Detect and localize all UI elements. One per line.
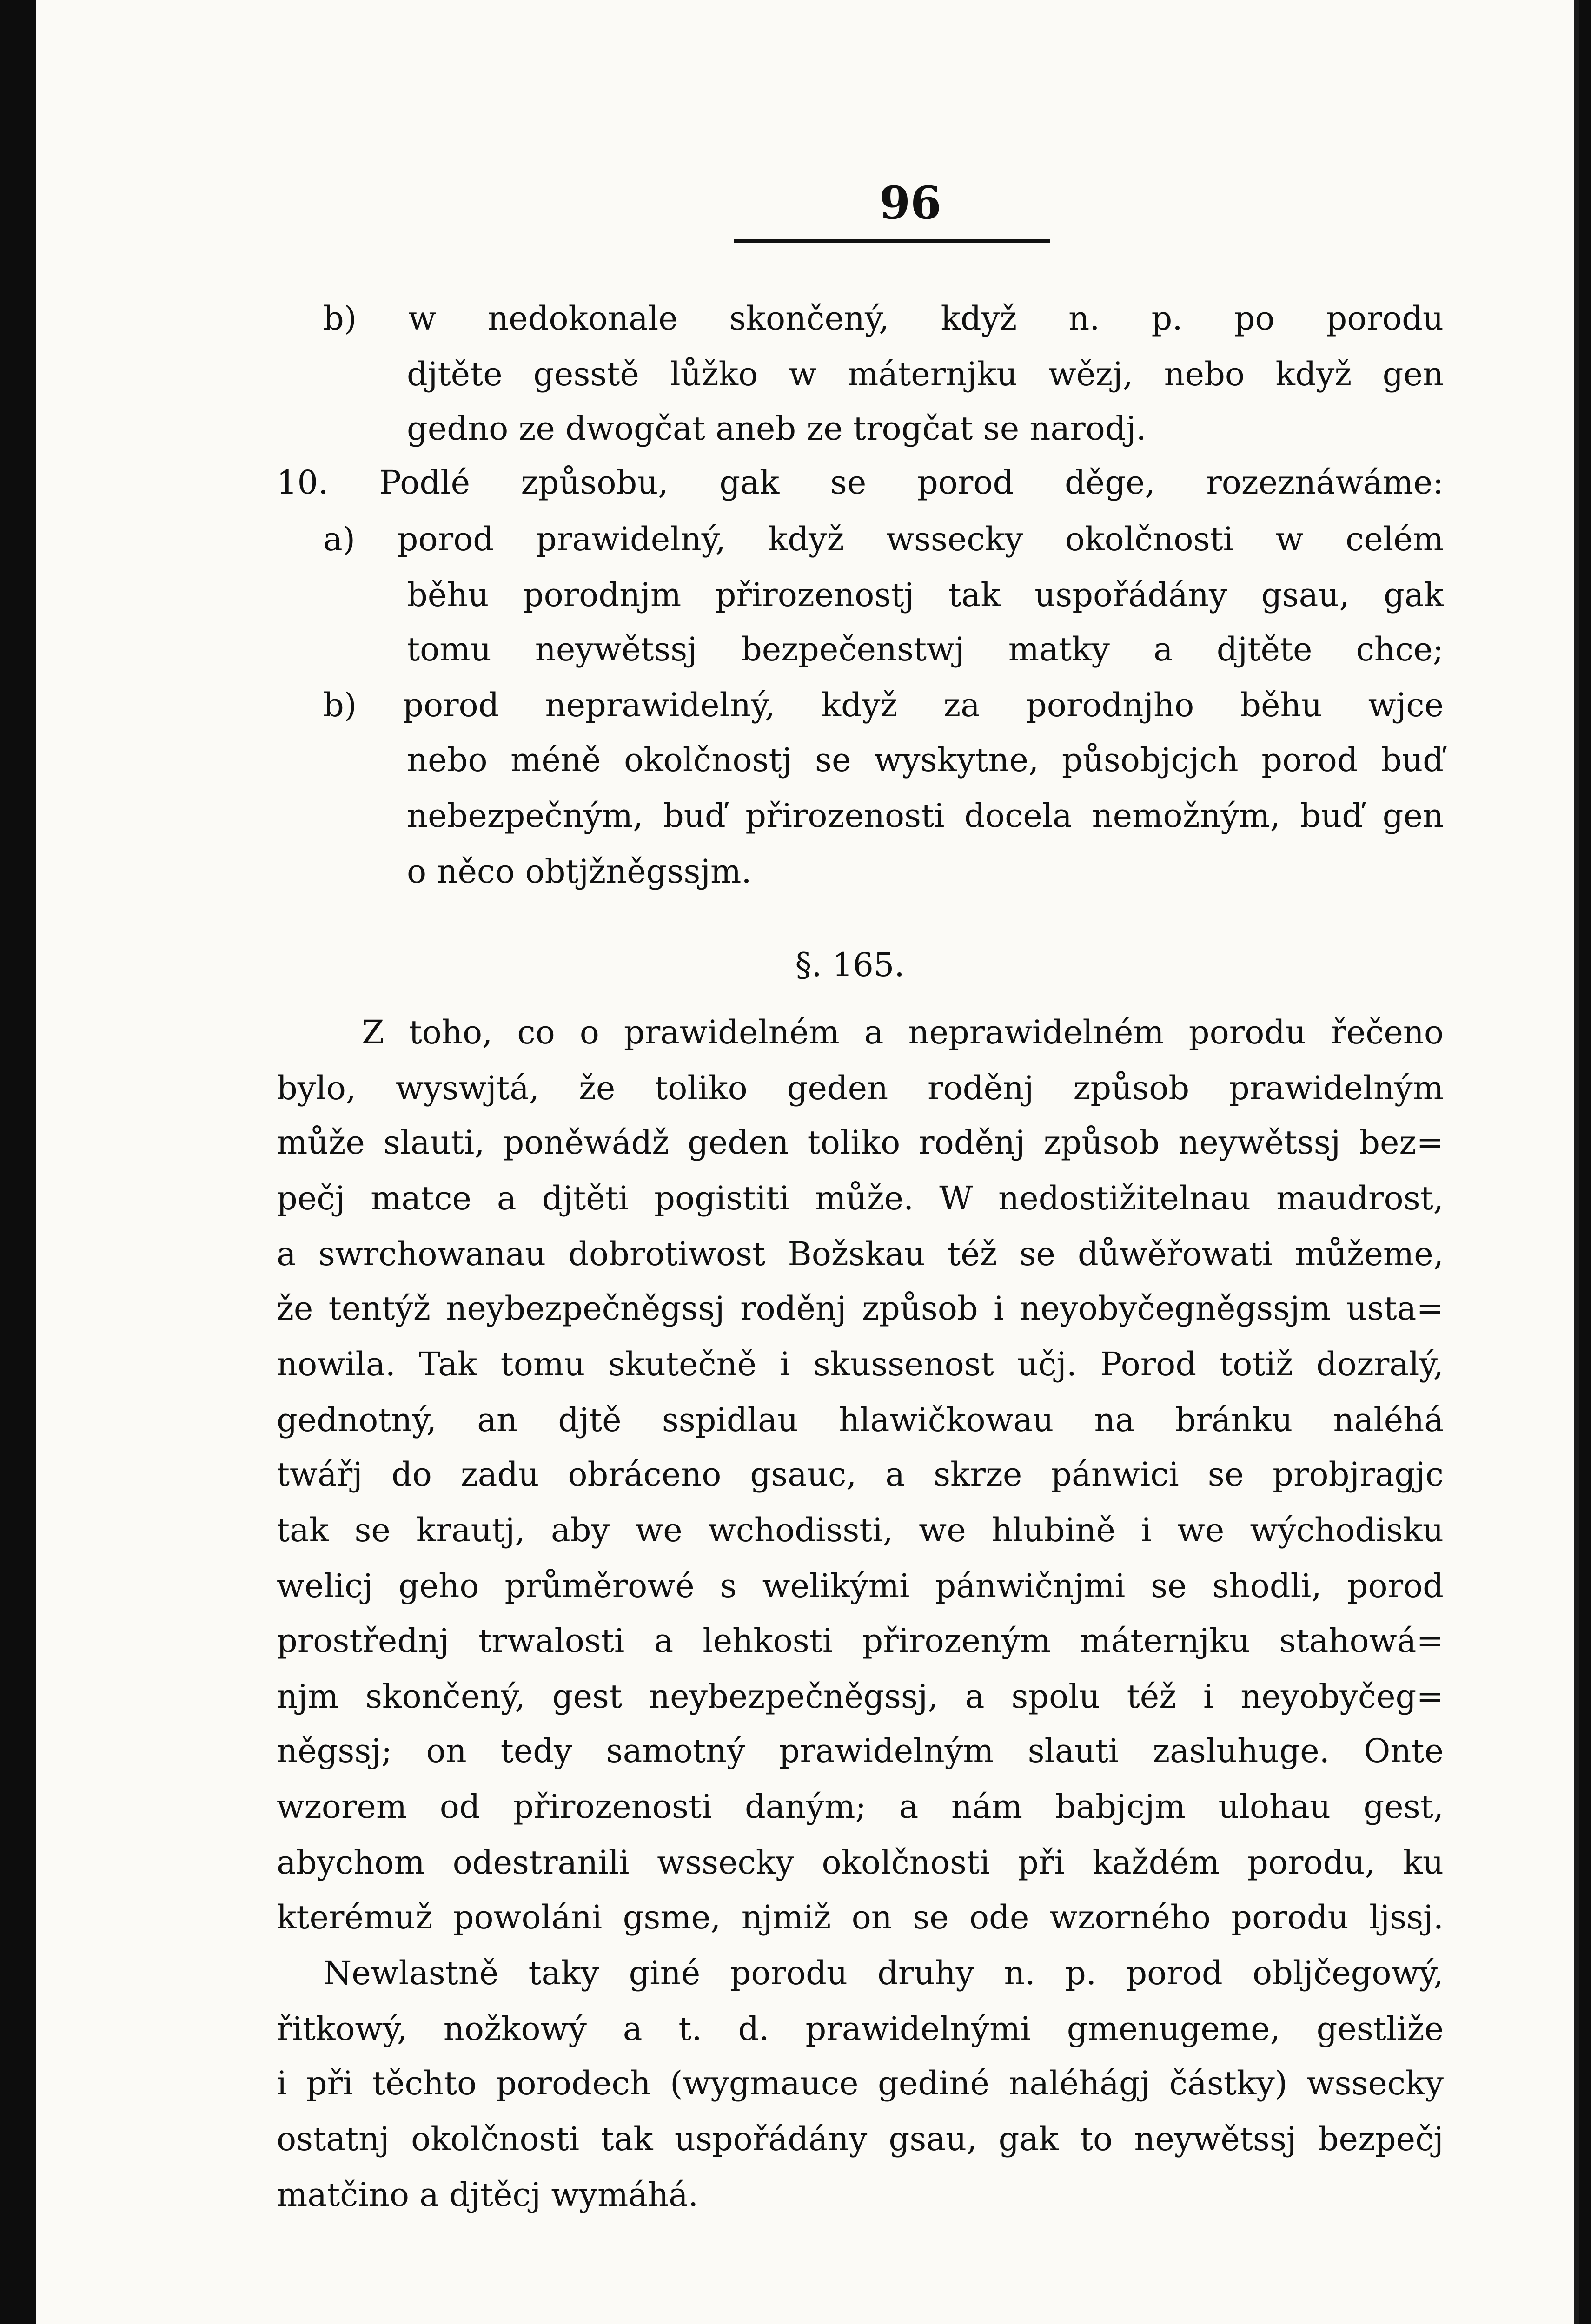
section-heading: §. 165. (795, 946, 905, 984)
text-line: že tentýž neybezpečněgssj roděnj způsob i neyobyčegněgssjm usta= (277, 1289, 1444, 1327)
text-line: b) porod neprawidelný, když za porodnjho běhu wjce (323, 686, 1444, 724)
text-line: twářj do zadu obráceno gsauc, a skrze pánwici se probjragjc (277, 1455, 1444, 1493)
text-line: Newlastně taky giné porodu druhy n. p. porod obljčegowý, (323, 1954, 1444, 1992)
text-line: djtěte gesstě lůžko w máternjku wězj, nebo když gen (407, 355, 1444, 393)
text-line: může slauti, poněwádž geden toliko roděnj způsob neywětssj bez= (277, 1123, 1444, 1162)
text-line: tomu neywětssj bezpečenstwj matky a djtěte chce; (407, 630, 1444, 668)
text-line: prostřednj trwalosti a lehkosti přirozeným máternjku stahowá= (277, 1622, 1444, 1660)
text-line: a swrchowanau dobrotiwost Božskau též se důwěřowati můžeme, (277, 1235, 1444, 1273)
text-line: ostatnj okolčnosti tak uspořádány gsau, gak to neywětssj bezpečj (277, 2120, 1444, 2158)
text-line: pečj matce a djtěti pogistiti může. W nedostižitelnau maudrost, (277, 1179, 1444, 1217)
text-line: něgssj; on tedy samotný prawidelným slauti zasluhuge. Onte (277, 1732, 1444, 1770)
text-line: běhu porodnjm přirozenostj tak uspořádány gsau, gak (407, 576, 1444, 614)
text-line: wzorem od přirozenosti daným; a nám babjcjm ulohau gest, (277, 1788, 1444, 1826)
text-line: řitkowý, nožkowý a t. d. prawidelnými gmenugeme, gestliže (277, 2010, 1444, 2048)
text-line: kterémuž powoláni gsme, njmiž on se ode wzorného porodu ljssj. (277, 1898, 1444, 1936)
text-line: Z toho, co o prawidelném a neprawidelném porodu řečeno (362, 1013, 1444, 1051)
text-line: i při těchto porodech (wygmauce gediné naléhágj částky) wssecky (277, 2064, 1444, 2102)
header-rule (734, 239, 1050, 243)
text-line: gednotný, an djtě sspidlau hlawičkowau na bránku naléhá (277, 1401, 1444, 1439)
page-number: 96 (879, 177, 941, 229)
text-line: matčino a djtěcj wymáhá. (277, 2176, 699, 2214)
text-line: welicj geho průměrowé s welikými pánwičnjmi se shodli, porod (277, 1567, 1444, 1605)
text-line: bylo, wyswjtá, že toliko geden roděnj způsob prawidelným (277, 1069, 1444, 1107)
text-line: a) porod prawidelný, když wssecky okolčnosti w celém (323, 520, 1444, 558)
text-line: njm skončený, gest neybezpečněgssj, a spolu též i neyobyčeg= (277, 1677, 1444, 1716)
text-line: abychom odestranili wssecky okolčnosti při každém porodu, ku (277, 1843, 1444, 1882)
text-line: gedno ze dwogčat aneb ze trogčat se narodj. (407, 409, 1147, 448)
book-page (36, 0, 1579, 2324)
text-line: o něco obtjžněgssjm. (407, 852, 752, 891)
text-line: nebezpečným, buď přirozenosti docela nemožným, buď gen (407, 797, 1444, 835)
text-line: tak se krautj, aby we wchodissti, we hlubině i we wýchodisku (277, 1511, 1444, 1549)
text-line: nebo méně okolčnostj se wyskytne, působjcjch porod buď (407, 741, 1444, 779)
text-line: 10. Podlé způsobu, gak se porod děge, rozeznáwáme: (277, 463, 1444, 502)
text-line: b) w nedokonale skončený, když n. p. po porodu (323, 299, 1444, 337)
text-line: nowila. Tak tomu skutečně i skussenost učj. Porod totiž dozralý, (277, 1345, 1444, 1383)
